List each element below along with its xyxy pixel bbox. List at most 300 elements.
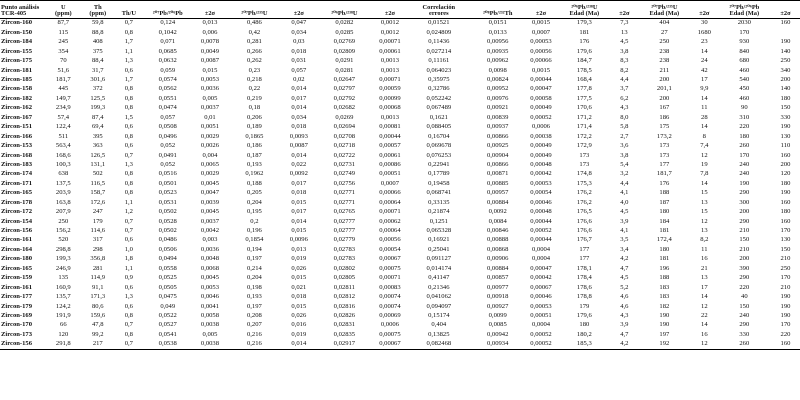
table-cell: 0,00884 (486, 198, 509, 206)
table-cell: 520 (58, 236, 69, 244)
table-cell: 395 (92, 132, 103, 140)
column-header (718, 1, 771, 19)
table-row (0, 142, 800, 151)
table-cell: 460 (739, 94, 750, 102)
table-cell: 0,0007 (531, 28, 551, 36)
table-cell: 0,187 (246, 151, 262, 159)
table-cell: 0,014174 (426, 264, 452, 272)
table-cell: 0,0096 (289, 236, 308, 244)
table-cell: 0,0051 (200, 123, 220, 131)
table-cell: 173 (579, 160, 590, 168)
table-cell: 190 (739, 179, 750, 187)
table-cell: 172,4 (656, 236, 672, 244)
column-header (771, 1, 800, 19)
table-cell: 372 (92, 85, 103, 93)
table-cell: 4,7 (620, 330, 629, 338)
table-cell: 300 (739, 198, 750, 206)
table-cell: 5,8 (620, 123, 629, 131)
table-cell: 1,8 (124, 255, 133, 263)
table-cell: 0,02802 (333, 264, 356, 272)
table-cell: 0,8 (124, 132, 133, 140)
table-cell: 4,7 (620, 264, 629, 272)
table-cell: 0,0053 (200, 283, 220, 291)
table-cell: 200 (659, 76, 670, 84)
table-row (0, 66, 800, 75)
table-cell: 0,7 (124, 227, 133, 235)
table-cell: 0,00904 (486, 151, 509, 159)
table-cell: 0,02805 (333, 274, 356, 282)
table-cell: 0,0084 (488, 217, 507, 225)
table-cell: 0,42 (248, 28, 261, 36)
table-cell: 150 (780, 104, 791, 112)
column-header-line: errores (428, 10, 449, 18)
table-cell: 0,02771 (333, 189, 356, 197)
column-header-line: ²⁰⁶Pb/²³⁸U (571, 3, 598, 11)
table-cell: 502 (92, 170, 103, 178)
table-cell: 0,0049 (200, 47, 220, 55)
table-cell: 0,0058 (200, 311, 220, 319)
table-cell: 122,4 (55, 123, 71, 131)
table-cell: 0,16704 (428, 132, 450, 140)
table-cell: 0,0486 (158, 236, 177, 244)
table-cell: 8,3 (620, 57, 629, 65)
table-cell: 190 (659, 311, 670, 319)
table-cell: 234,9 (55, 104, 71, 112)
table-cell: 0,013 (291, 245, 307, 253)
table-cell: 0,00918 (486, 293, 509, 301)
table-cell: 0,013 (202, 19, 218, 27)
table-cell: 0,00866 (486, 132, 509, 140)
table-cell: 12 (701, 217, 708, 225)
table-cell: 0,006 (202, 28, 218, 36)
table-cell: 340 (780, 66, 791, 74)
table-cell: 0,034 (291, 113, 307, 121)
table-cell: 0,0501 (158, 179, 177, 187)
table-cell: 190 (659, 321, 670, 329)
table-cell: 250 (780, 57, 791, 65)
table-cell: 150 (739, 302, 750, 310)
table-cell: 5,2 (620, 283, 629, 291)
table-cell: 3,8 (620, 151, 629, 159)
table-cell: 0,024809 (426, 28, 452, 36)
table-cell: 0,22941 (428, 160, 450, 168)
table-cell: 0,0015 (531, 19, 551, 27)
table-cell: 1,2 (124, 208, 133, 216)
table-cell: 0,0538 (142, 340, 193, 350)
table-cell: 4,5 (620, 274, 629, 282)
table-cell: 317 (92, 236, 103, 244)
table-cell: 125,5 (90, 94, 106, 102)
table-cell: 0,021 (291, 283, 307, 291)
table-cell: 176 (579, 38, 590, 46)
table-cell: 0,00061 (379, 47, 401, 55)
table-cell: 7,3 (620, 19, 629, 27)
table-cell: 0,6 (124, 66, 133, 74)
table-cell: 192 (638, 340, 691, 350)
table-cell: 238 (659, 47, 670, 55)
table-cell: 181 (659, 227, 670, 235)
column-header-line: Edad (Ma) (569, 10, 600, 18)
table-row (0, 132, 800, 141)
table-cell: 0,13825 (428, 330, 450, 338)
table-cell: 0,00075 (379, 264, 401, 272)
sample-id-cell: Zircon-177 (1, 293, 33, 301)
table-cell: 0,0496 (158, 132, 177, 140)
table-cell: 2030 (737, 19, 751, 27)
table-cell: 0,082468 (407, 340, 471, 350)
column-header (142, 1, 193, 19)
table-cell: 0,00056 (379, 236, 401, 244)
table-cell: 0,00052 (524, 340, 557, 350)
table-cell: 0,064023 (426, 66, 452, 74)
table-cell: 0,00061 (379, 151, 401, 159)
table-cell: 0,0475 (158, 293, 177, 301)
table-cell: 0,00049 (530, 104, 552, 112)
table-cell: 0,014 (291, 217, 307, 225)
table-cell: 0,205 (246, 189, 262, 197)
table-cell: 0,193 (246, 293, 262, 301)
table-cell: 0,15174 (428, 311, 450, 319)
table-cell: 0,0065 (200, 160, 220, 168)
table-row (0, 208, 800, 217)
table-cell: 0,0038 (200, 321, 220, 329)
table-row (0, 19, 800, 29)
table-cell: 173 (579, 151, 590, 159)
table-cell: 511 (58, 132, 69, 140)
table-cell: 150 (780, 245, 791, 253)
table-cell: 330 (780, 113, 791, 121)
table-cell: 185,3 (558, 340, 611, 350)
table-cell: 0,7 (124, 151, 133, 159)
table-cell: 0,0006 (531, 123, 551, 131)
table-cell: 0,0041 (200, 302, 220, 310)
table-cell: 0,00053 (530, 179, 552, 187)
table-cell: 0,02835 (333, 330, 356, 338)
table-cell: 460 (739, 66, 750, 74)
table-cell: 176,6 (576, 227, 592, 235)
table-cell: 0,018 (291, 189, 307, 197)
sample-id-cell: Zircon-162 (1, 104, 33, 112)
table-cell: 0,0528 (158, 217, 177, 225)
table-cell: 0,02783 (333, 255, 356, 263)
table-cell: 0,00068 (379, 104, 401, 112)
table-cell: 0,057 (160, 113, 176, 121)
sample-id-cell: Zircon-153 (1, 142, 33, 150)
column-header (116, 1, 143, 19)
table-cell: 0,00957 (486, 189, 509, 197)
table-cell: 21 (701, 264, 708, 272)
column-header-line: Th/U (121, 10, 136, 18)
table-row (0, 38, 800, 47)
table-cell: 0,7 (124, 321, 133, 329)
table-cell: 176,2 (576, 189, 592, 197)
table-cell: 0,00942 (486, 330, 509, 338)
column-header-line: Edad (Ma) (729, 10, 760, 18)
table-cell: 0,00053 (530, 38, 552, 46)
table-row (0, 76, 800, 85)
table-cell: 0,0037 (200, 217, 220, 225)
table-cell: 0,0006 (380, 321, 399, 329)
table-cell: 0,19458 (428, 179, 450, 187)
table-cell: 0,02731 (333, 160, 356, 168)
table-cell: 0,0505 (158, 283, 177, 291)
table-cell: 4,3 (620, 311, 629, 319)
table-cell: 0,00086 (379, 160, 401, 168)
table-cell: 0,8 (124, 85, 133, 93)
table-cell: 0,01 (204, 113, 216, 121)
table-cell: 176,6 (576, 217, 592, 225)
table-cell: 42 (701, 66, 708, 74)
table-cell: 159,6 (90, 311, 106, 319)
table-cell: 290 (739, 321, 750, 329)
table-cell: 0,014 (291, 104, 307, 112)
table-cell: 0,216 (246, 330, 262, 338)
table-cell: 6,2 (620, 94, 629, 102)
table-cell: 0,0558 (158, 264, 177, 272)
sample-id-cell: Zircon-161 (1, 283, 33, 291)
table-cell: 183 (659, 293, 670, 301)
table-cell: 170 (780, 274, 791, 282)
table-cell: 210 (739, 227, 750, 235)
table-cell: 0,019 (291, 255, 307, 263)
column-header (47, 1, 80, 19)
table-cell: 0,088405 (426, 123, 452, 131)
table-cell: 160 (780, 19, 791, 27)
table-cell: 0,00052 (530, 227, 552, 235)
column-header-line: ±2σ (780, 10, 791, 18)
table-cell: 170 (739, 151, 750, 159)
table-cell: 1,5 (124, 113, 133, 121)
table-row (0, 189, 800, 198)
table-cell: 0,23 (248, 66, 261, 74)
table-cell: 173 (659, 151, 670, 159)
table-cell: 181,7 (656, 170, 672, 178)
table-cell: 0,0007 (380, 179, 399, 187)
table-cell: 0,071 (160, 38, 176, 46)
table-cell: 7,4 (700, 142, 709, 150)
table-cell: 14 (701, 179, 708, 187)
table-cell: 199,3 (90, 104, 106, 112)
table-cell: 3,9 (620, 321, 629, 329)
table-cell: 250 (58, 217, 69, 225)
table-cell: 0,35975 (428, 76, 450, 84)
table-cell: 0,0045 (200, 208, 220, 216)
table-cell: 0,076253 (426, 151, 452, 159)
table-cell: 0,00952 (486, 85, 509, 93)
table-cell: 0,0531 (158, 198, 177, 206)
table-cell: 24 (701, 57, 708, 65)
sample-id-cell: Zircon-179 (1, 302, 33, 310)
table-cell: 0,004 (202, 151, 218, 159)
table-cell: 178,1 (576, 264, 592, 272)
table-cell: 160,9 (55, 283, 71, 291)
sample-id-cell: Zircon-182 (1, 94, 33, 102)
table-cell: 0,216 (227, 340, 283, 350)
table-cell: 563,4 (55, 142, 71, 150)
sample-id-cell: Zircon-183 (1, 160, 33, 168)
table-cell: 210 (780, 255, 791, 263)
table-cell: 197 (659, 330, 670, 338)
table-cell: 181 (659, 255, 670, 263)
table-cell: 3,2 (620, 170, 629, 178)
table-cell: 176,2 (576, 198, 592, 206)
table-row (0, 217, 800, 226)
table-cell: 190 (780, 38, 791, 46)
table-cell: 0,065328 (426, 227, 452, 235)
table-cell: 114,6 (90, 227, 106, 235)
table-cell: 0,00059 (379, 85, 401, 93)
table-cell: 0,01521 (428, 19, 450, 27)
column-header (193, 1, 226, 19)
table-cell: 0,00071 (379, 38, 401, 46)
table-cell: 14 (701, 123, 708, 131)
table-cell: 0,0494 (158, 255, 177, 263)
table-cell: 0,0029 (200, 170, 220, 178)
table-cell: 240 (739, 311, 750, 319)
table-cell: 0,052 (160, 160, 176, 168)
table-cell: 59,8 (91, 19, 104, 27)
table-cell: 0,6 (124, 236, 133, 244)
table-cell: 0,17789 (428, 170, 450, 178)
table-cell: 1,7 (124, 38, 133, 46)
table-cell: 0,091127 (426, 255, 452, 263)
table-cell: 200 (659, 94, 670, 102)
table-cell: 0,204 (246, 198, 262, 206)
table-cell: 0,0092 (488, 208, 507, 216)
table-cell: 1,1 (124, 198, 133, 206)
table-cell: 0,00081 (379, 123, 401, 131)
table-cell: 190 (780, 123, 791, 131)
table-cell: 0,018 (291, 123, 307, 131)
table-cell: 100,3 (55, 160, 71, 168)
sample-id-cell: Zircon-168 (1, 151, 33, 159)
table-cell: 9,9 (700, 85, 709, 93)
table-cell: 4,2 (620, 255, 629, 263)
table-cell: 11 (701, 245, 708, 253)
table-cell: 0,00048 (530, 160, 552, 168)
table-cell: 680 (739, 57, 750, 65)
table-cell: 181 (579, 28, 590, 36)
table-cell: 0,026 (291, 311, 307, 319)
table-cell: 15 (701, 208, 708, 216)
table-cell: 0,1962 (245, 170, 264, 178)
table-cell: 188 (659, 274, 670, 282)
table-cell: 250 (659, 38, 670, 46)
table-cell: 170 (780, 227, 791, 235)
table-cell: 131,1 (90, 160, 106, 168)
sample-id-cell: Zircon-150 (1, 28, 33, 36)
table-cell: 66 (60, 321, 67, 329)
table-cell: 210 (780, 283, 791, 291)
table-cell: 80,6 (91, 302, 104, 310)
table-cell: 0,204 (246, 274, 262, 282)
table-cell: 0,00868 (486, 245, 509, 253)
column-header-line: (ppm) (89, 10, 107, 18)
table-cell: 188 (659, 189, 670, 197)
table-cell: 0,404 (431, 321, 447, 329)
table-cell: 0,0523 (158, 189, 177, 197)
table-cell: 0,281 (246, 38, 262, 46)
header-row (0, 1, 800, 19)
table-cell: 0,206 (246, 113, 262, 121)
table-cell: 12 (691, 340, 718, 350)
table-cell: 126,5 (90, 151, 106, 159)
table-cell: 0,0042 (200, 227, 220, 235)
table-row (0, 47, 800, 56)
table-cell: 0,22 (248, 85, 261, 93)
table-cell: 4,1 (620, 227, 629, 235)
table-cell: 0,0004 (531, 245, 551, 253)
table-cell: 0,02812 (333, 293, 356, 301)
column-header-line: ±2σ (619, 10, 630, 18)
table-cell: 200 (780, 160, 791, 168)
sample-id-cell: Zircon-170 (1, 321, 33, 329)
table-cell: 87,7 (57, 19, 70, 27)
table-cell: 0,0029 (200, 132, 220, 140)
table-cell: 13 (701, 274, 708, 282)
table-cell: 0,194 (246, 245, 262, 253)
table-cell: 0,32786 (428, 85, 450, 93)
column-header-line: ±2σ (699, 10, 710, 18)
table-cell: 0,00044 (530, 76, 552, 84)
table-cell: 0,02816 (333, 302, 356, 310)
table-cell: 0,1042 (158, 28, 177, 36)
table-cell: 0,057 (291, 66, 307, 74)
table-cell: 13 (701, 198, 708, 206)
table-cell: 0,0632 (158, 57, 177, 65)
table-cell: 0,052 (160, 142, 176, 150)
table-cell: 930 (739, 38, 750, 46)
table-cell: 0,02771 (333, 198, 356, 206)
table-cell: 15 (701, 189, 708, 197)
table-cell: 30 (701, 19, 708, 27)
column-header-line: ²⁰⁷Pb/²⁰⁶Pb (729, 3, 760, 11)
table-cell: 0,0012 (380, 28, 399, 36)
column-header (407, 1, 471, 19)
table-cell: 200 (739, 208, 750, 216)
column-header-line: Th (93, 3, 102, 11)
table-cell: 0,0685 (158, 47, 177, 55)
table-cell: 246,9 (55, 264, 71, 272)
table-cell: 0,8 (124, 170, 133, 178)
table-cell: 140 (780, 85, 791, 93)
table-cell: 184 (659, 217, 670, 225)
table-cell: 0,0516 (158, 170, 177, 178)
table-cell: 310 (739, 113, 750, 121)
table-cell: 0,022 (291, 160, 307, 168)
table-cell: 220 (780, 330, 791, 338)
sample-id-cell: Zircon-175 (1, 57, 33, 65)
table-cell: 0,0502 (158, 227, 177, 235)
sample-id-cell: Zircon-154 (1, 217, 33, 225)
table-cell: 201,1 (656, 85, 672, 93)
table-cell: 0,017 (291, 208, 307, 216)
table-cell: 0,02765 (333, 208, 356, 216)
column-header-line: TCR-405 (1, 10, 27, 18)
table-cell: 0,02777 (333, 217, 356, 225)
table-cell: 0,00042 (530, 170, 552, 178)
table-cell: 240 (739, 170, 750, 178)
table-cell: 0,0045 (200, 274, 220, 282)
table-cell: 0,00047 (530, 85, 552, 93)
column-header-line: Punto análisis (1, 3, 40, 11)
table-cell: 0,0087 (200, 57, 220, 65)
table-cell: 130 (780, 236, 791, 244)
table-cell: 0,8 (124, 330, 133, 338)
column-header-line: ²⁰⁶Pb/²³⁸U (331, 10, 358, 18)
table-cell: 167 (659, 104, 670, 112)
table-cell: 28 (701, 113, 708, 121)
